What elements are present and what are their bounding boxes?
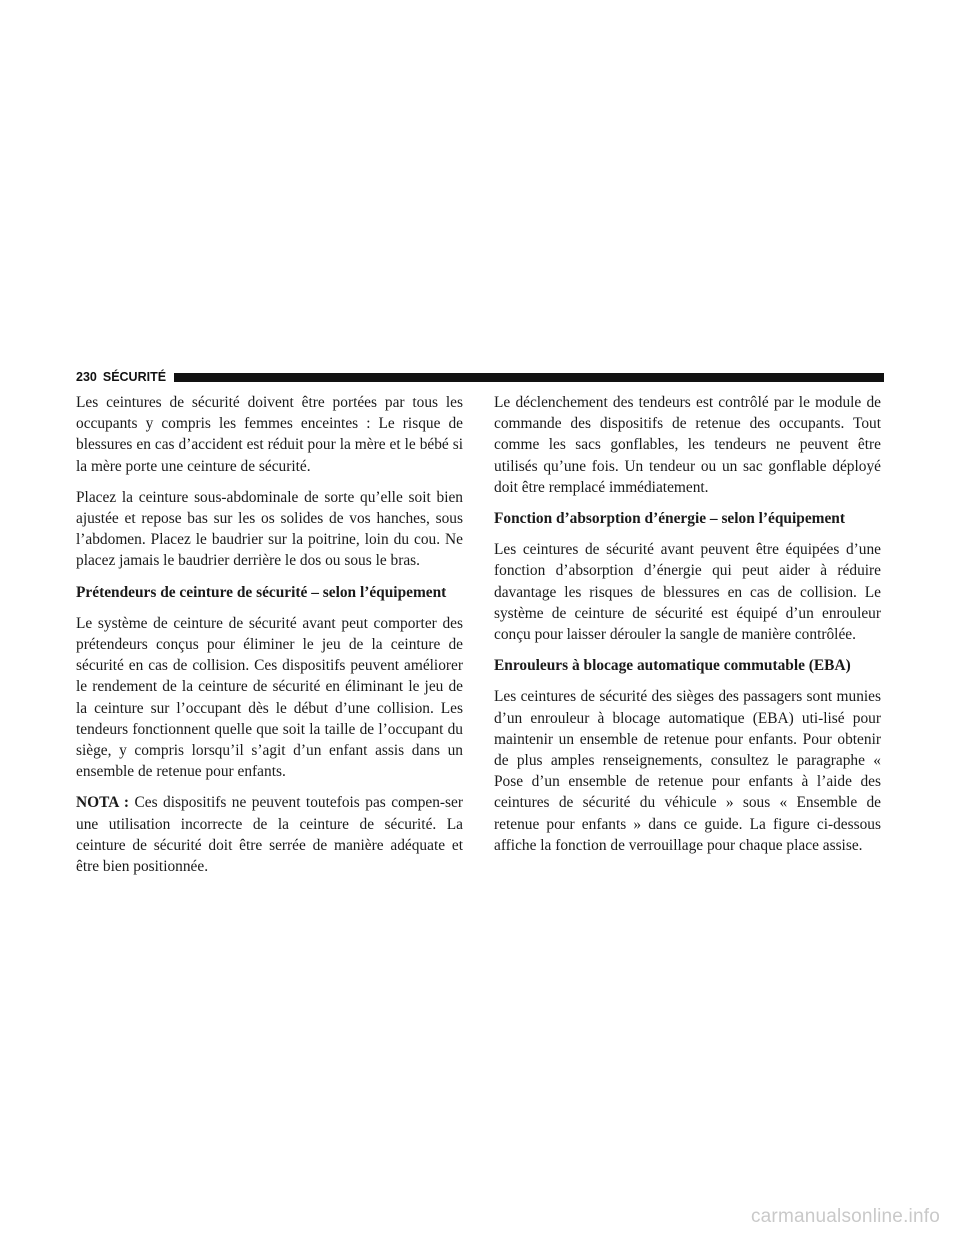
nota-text: Ces dispositifs ne peuvent toutefois pas compen-ser une utilisation incorrecte de la ceinture de sécurité. La ceinture de sécurité doit être serrée de manière adéquate et être bien positionnée.: [76, 794, 464, 876]
paragraph-lap-belt-placement: Placez la ceinture sous-abdominale de sorte qu’elle soit bien ajustée et repose bas sur les os solides de vos hanches, sous l’abdomen. Placez le baudrier sur la poitrine, loin du cou. Ne placez jamais le baudrier derrière le dos ou sous le bras.: [76, 488, 463, 570]
heading-pretensioners: Prétendeurs de ceinture de sécurité – selon l’équipement: [76, 583, 447, 601]
heading-eba: Enrouleurs à blocage automatique commutable (EBA): [494, 657, 851, 675]
watermark: carmanualsonline.info: [750, 1206, 940, 1227]
paragraph-pretensioners: Le système de ceinture de sécurité avant peut comporter des prétendeurs conçus pour éliminer le jeu de la ceinture de sécurité en cas de collision. Ces dispositifs peuvent améliorer le rendement de la ceinture de sécurité en éliminant le jeu de la ceinture sur l’occupant dès le début d’une collision. Les tendeurs fonctionnent quelle que soit la taille de l’occupant du siège, y compris lorsqu’il s’agit d’un enfant assis dans un ensemble de retenue pour enfants.: [76, 614, 463, 781]
left-column: [76, 392, 463, 887]
right-column: [494, 392, 881, 866]
nota-label: NOTA :: [76, 794, 130, 812]
heading-energy-absorption: Fonction d’absorption d’énergie – selon l’équipement: [494, 510, 845, 528]
page-header: [76, 369, 884, 385]
paragraph-tensioner-deployment: Le déclenchement des tendeurs est contrôlé par le module de commande des dispositifs de retenue des occupants. Tout comme les sacs gonflables, les tendeurs ne peuvent être utilisés qu’une fois. Un tendeur ou un sac gonflable déployé doit être remplacé immédiatement.: [494, 394, 881, 496]
page-number: 230: [76, 370, 97, 384]
paragraph-energy-absorption: Les ceintures de sécurité avant peuvent être équipées d’une fonction d’absorption d’énergie qui peut aider à réduire davantage les risques de blessures en cas de collision. Le système de ceinture de sécurité est équipé d’un enrouleur conçu pour laisser dérouler la sangle de manière contrôlée.: [494, 541, 881, 644]
paragraph-eba: Les ceintures de sécurité des sièges des passagers sont munies d’un enrouleur à blocage automatique (EBA) uti-lisé pour maintenir un ensemble de retenue pour enfants. Pour obtenir de plus amples renseignements, consultez le paragraphe « Pose d’un ensemble de retenue pour enfants à l’aide des ceintures de sécurité du véhicule » sous « Ensemble de retenue pour enfants » dans ce guide. La figure ci-dessous affiche la fonction de verrouillage pour chaque place assise.: [494, 688, 881, 854]
paragraph-nota: [76, 792, 463, 877]
section-title: SÉCURITÉ: [102, 370, 167, 384]
paragraph-seatbelt-usage: Les ceintures de sécurité doivent être portées par tous les occupants y compris les femmes enceintes : Le risque de blessures en cas d’accident est réduit pour la mère et le bébé si la mère porte une ceinture de sécurité.: [76, 394, 463, 475]
header-rule: [174, 373, 884, 382]
